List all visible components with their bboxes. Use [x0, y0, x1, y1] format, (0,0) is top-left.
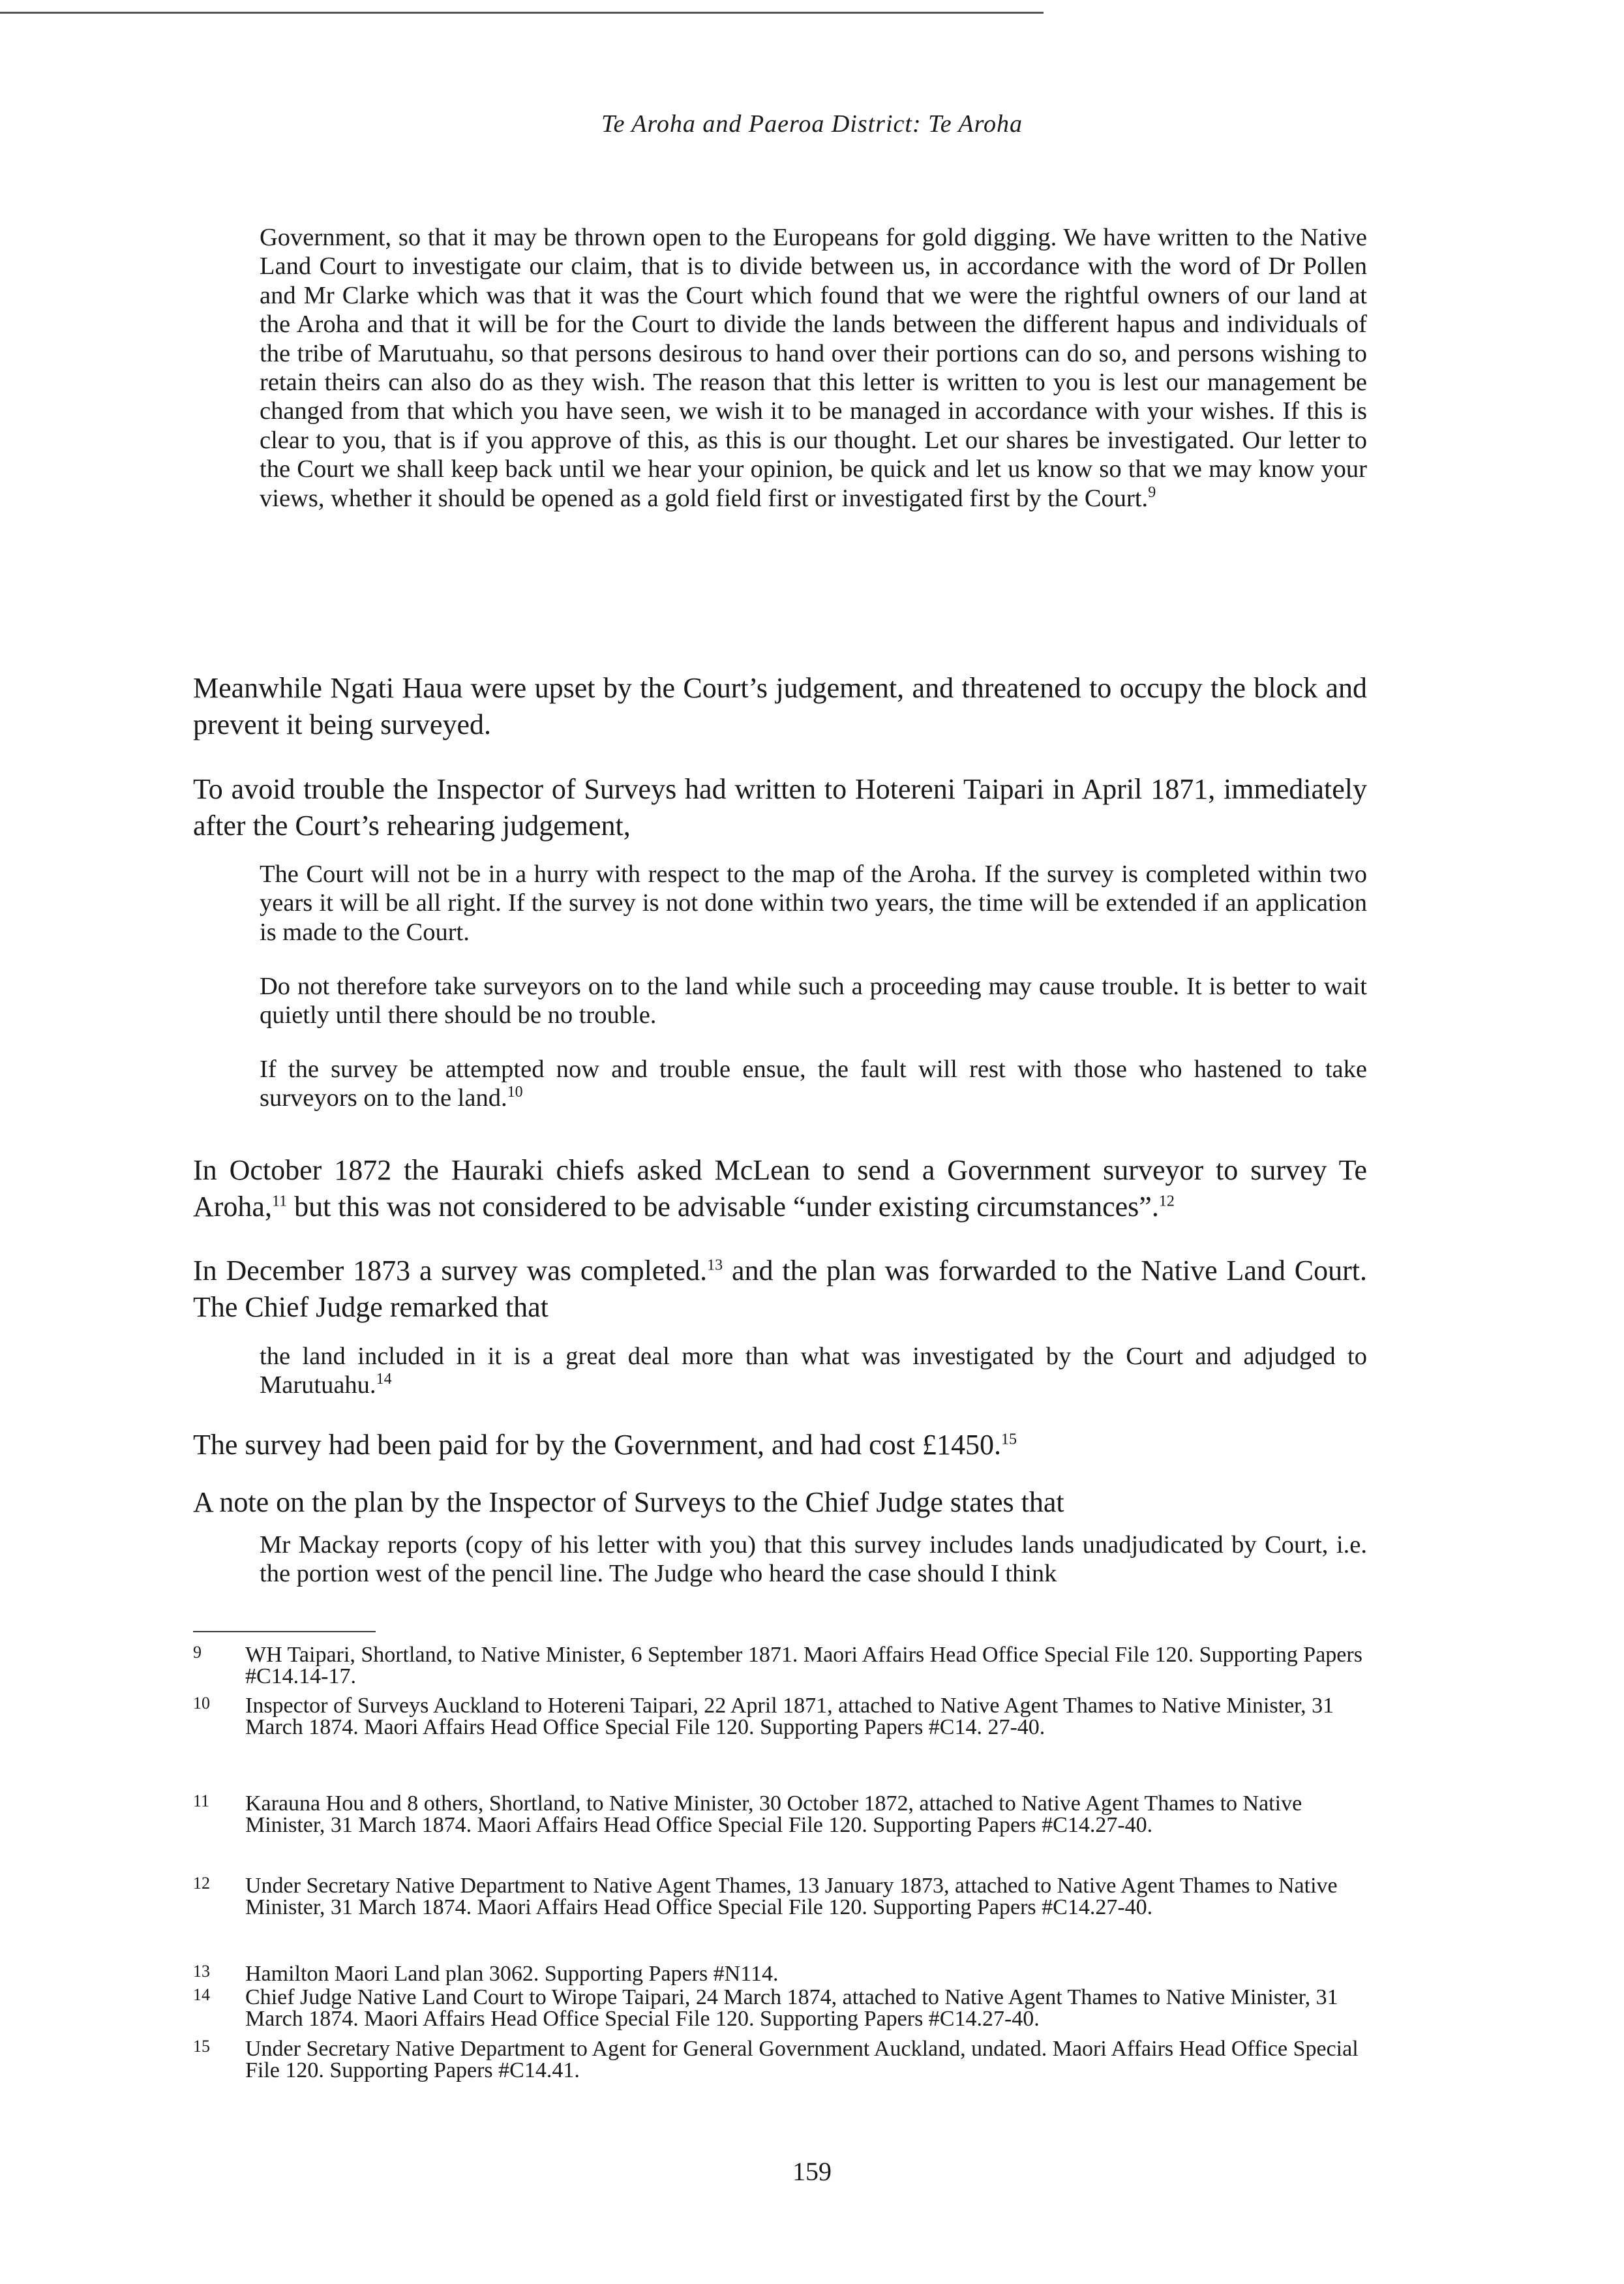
footnote-text: Chief Judge Native Land Court to Wirope Taipari, 24 March 1874, attached to Native Agent Thames to Native Minister, 31 March 1874. Maori Affairs Head Office Special File 120. Supporting Papers #C14.27-40.: [245, 1985, 1338, 2031]
quote-text: The Court will not be in a hurry with respect to the map of the Aroha. If the survey is completed within two years it will be all right. If the survey is not done within two years, the time will be extended if an application is made to the Court.: [260, 860, 1367, 946]
running-head: Te Aroha and Paeroa District: Te Aroha: [601, 110, 1023, 138]
footnote-rule: [193, 1631, 376, 1632]
footnote-text: WH Taipari, Shortland, to Native Minister, 6 September 1871. Maori Affairs Head Office Special File 120. Supporting Papers #C14.14-17.: [245, 1643, 1362, 1688]
footnote-number: 11: [193, 1791, 210, 1810]
body-paragraph: [193, 1484, 1367, 1521]
body-paragraph: [193, 1152, 1367, 1225]
quote-paragraph: [260, 223, 1367, 513]
footnote-ref: 15: [1000, 1431, 1017, 1448]
quote-text: Government, so that it may be thrown open to the Europeans for gold digging. We have written to the Native Land Court to investigate our claim, that is to divide between us, in accordance with the word of Dr Pollen and Mr Clarke which was that it was the Court which found that we were the rightful owners of our land at the Aroha and that it will be for the Court to divide the lands between the different hapus and individuals of the tribe of Marutuahu, so that persons desirous to hand over their portions can do so, and persons wishing to retain theirs can also do as they wish. The reason that this letter is written to you is lest our management be changed from that which you have seen, we wish it to be managed in accordance with your wishes. If this is clear to you, that is if you approve of this, as this is our thought. Let our shares be investigated. Our letter to the Court we shall keep back until we hear your opinion, be quick and let us know so that we may know your views, whether it should be opened as a gold field first or investigated first by the Court.: [260, 224, 1367, 512]
footnote-ref: 12: [1158, 1193, 1175, 1210]
paragraph-text: but this was not considered to be advisable “under existing circumstances”.: [287, 1191, 1159, 1223]
body-paragraph: [193, 1253, 1367, 1326]
quote-paragraph: [260, 1530, 1367, 1589]
footnote-number: 15: [193, 2037, 210, 2056]
footnote-number: 12: [193, 1874, 210, 1893]
footnote-text: Under Secretary Native Department to Native Agent Thames, 13 January 1873, attached to Native Agent Thames to Native Minister, 31 March 1874. Maori Affairs Head Office Special File 120. Supporting Papers #C14.27-40.: [245, 1874, 1338, 1919]
quote-text: If the survey be attempted now and trouble ensue, the fault will rest with those who hastened to take surveyors on to the land.: [260, 1056, 1367, 1112]
footnote-ref: 9: [1148, 483, 1156, 501]
body-paragraph: [193, 1427, 1367, 1463]
quote-paragraph: [260, 972, 1367, 1030]
quote-text: the land included in it is a great deal more than what was investigated by the Court and adjudged to Marutuahu.: [260, 1343, 1367, 1399]
paragraph-text: and the plan was forwarded to the Native Land Court. The Chief Judge remarked that: [193, 1255, 1367, 1323]
quote-text: Mr Mackay reports (copy of his letter with you) that this survey includes lands unadjudicated by Court, i.e. the portion west of the pencil line. The Judge who heard the case should I think: [260, 1531, 1367, 1588]
quote-text: Do not therefore take surveyors on to the land while such a proceeding may cause trouble. It is better to wait quietly until there should be no trouble.: [260, 973, 1367, 1029]
quote-paragraph: [260, 1342, 1367, 1400]
footnote-ref: 11: [271, 1193, 288, 1210]
footnote-number: 13: [193, 1962, 210, 1981]
paragraph-text: Meanwhile Ngati Haua were upset by the Court’s judgement, and threatened to occupy the block and prevent it being surveyed.: [193, 672, 1367, 740]
paragraph-text: In October 1872 the Hauraki chiefs asked McLean to send a Government surveyor to survey Te Aroha,: [193, 1154, 1367, 1223]
paragraph-text: In December 1873 a survey was completed.: [193, 1255, 708, 1287]
top-rule: [0, 12, 1044, 14]
quote-paragraph: [260, 1055, 1367, 1113]
page-number: 159: [792, 2157, 832, 2186]
paragraph-text: To avoid trouble the Inspector of Surveys had written to Hotereni Taipari in April 1871, immediately after the Court’s rehearing judgement,: [193, 773, 1367, 842]
footnote-ref: 14: [376, 1371, 392, 1388]
paragraph-text: A note on the plan by the Inspector of Surveys to the Chief Judge states that: [193, 1486, 1064, 1518]
body-paragraph: [193, 670, 1367, 743]
footnote-number: 9: [193, 1643, 202, 1662]
footnote-text: Karauna Hou and 8 others, Shortland, to Native Minister, 30 October 1872, attached to Native Agent Thames to Native Minister, 31 March 1874. Maori Affairs Head Office Special File 120. Supporting Papers #C14.27-40.: [245, 1791, 1302, 1837]
footnote-number: 14: [193, 1985, 210, 2004]
footnote-number: 10: [193, 1694, 210, 1713]
footnote-text: Under Secretary Native Department to Agent for General Government Auckland, undated. Maori Affairs Head Office Special File 120. Supporting Papers #C14.41.: [245, 2037, 1359, 2082]
footnote-ref: 10: [507, 1084, 523, 1101]
paragraph-text: The survey had been paid for by the Government, and had cost £1450.: [193, 1429, 1001, 1461]
footnote-ref: 13: [707, 1256, 723, 1274]
body-paragraph: [193, 771, 1367, 844]
quote-paragraph: [260, 860, 1367, 947]
footnote-text: Hamilton Maori Land plan 3062. Supporting Papers #N114.: [245, 1962, 779, 1986]
footnote-text: Inspector of Surveys Auckland to Hotereni Taipari, 22 April 1871, attached to Native Agent Thames to Native Minister, 31 March 1874. Maori Affairs Head Office Special File 120. Supporting Papers #C14. 27-40.: [245, 1694, 1334, 1739]
